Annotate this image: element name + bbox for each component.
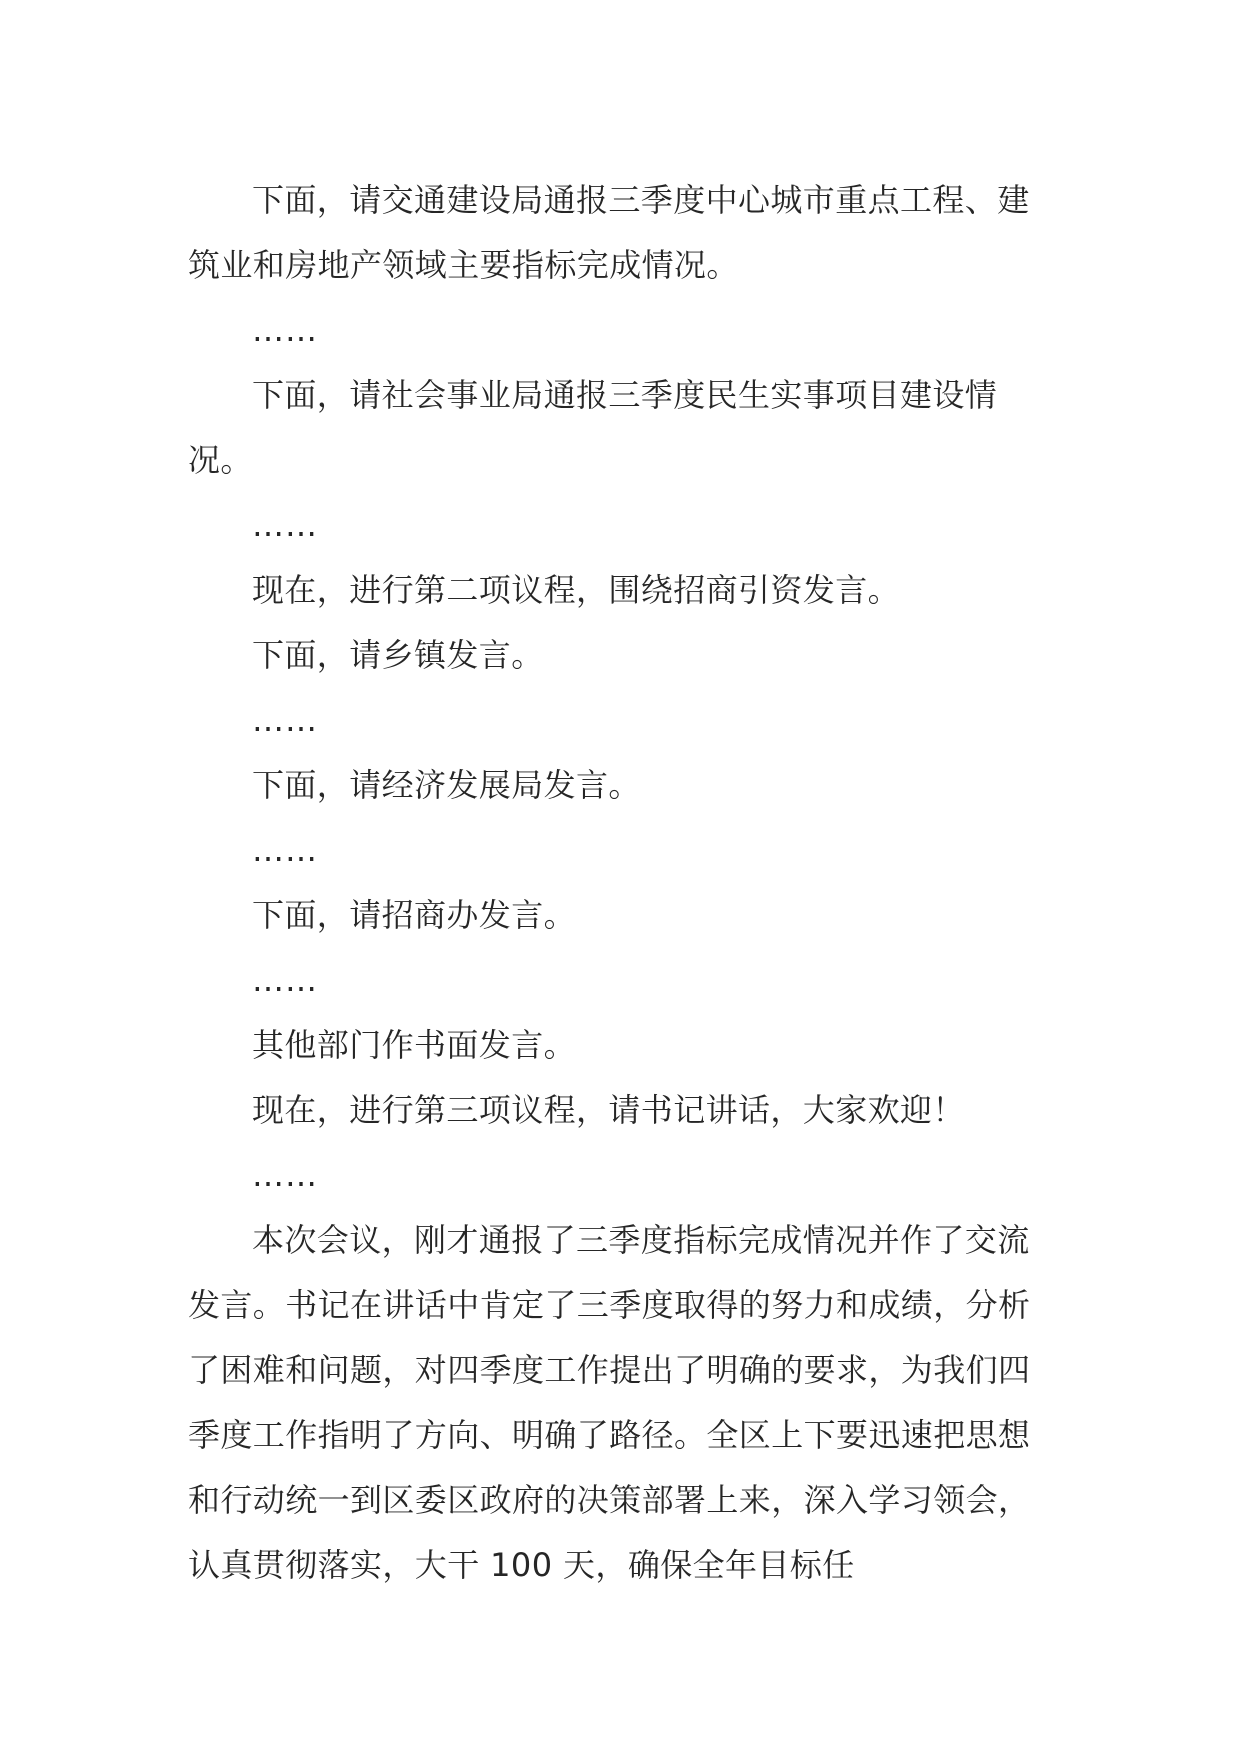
paragraph-agenda-item-three: 现在，进行第三项议程，请书记讲话，大家欢迎！ xyxy=(252,1091,965,1129)
paragraph-ellipsis: …… xyxy=(252,506,318,544)
paragraph-agenda-item-two: 现在，进行第二项议程，围绕招商引资发言。 xyxy=(252,571,901,609)
document-body xyxy=(188,168,1044,1598)
paragraph-ellipsis: …… xyxy=(252,961,318,999)
paragraph-economic-bureau-speak: 下面，请经济发展局发言。 xyxy=(252,766,641,804)
paragraph-ellipsis: …… xyxy=(252,311,318,349)
paragraph-meeting-summary: 本次会议，刚才通报了三季度指标完成情况并作了交流发言。书记在讲话中肯定了三季度取得的努力和成绩，分析了困难和问题，对四季度工作提出了明确的要求，为我们四季度工作指明了方向、明确了路径。全区上下要迅速把思想和行动统一到区委区政府的决策部署上来，深入学习领会，认真贯彻落实，大干 100 天，确保全年目标任 xyxy=(188,1221,1031,1584)
paragraph-ellipsis: …… xyxy=(252,831,318,869)
paragraph-transport-report: 下面，请交通建设局通报三季度中心城市重点工程、建筑业和房地产领域主要指标完成情况。 xyxy=(188,181,1030,284)
paragraph-ellipsis: …… xyxy=(252,1156,318,1194)
paragraph-ellipsis: …… xyxy=(252,701,318,739)
paragraph-social-affairs-report: 下面，请社会事业局通报三季度民生实事项目建设情况。 xyxy=(188,376,998,479)
paragraph-investment-office-speak: 下面，请招商办发言。 xyxy=(252,896,577,934)
paragraph-written-statements: 其他部门作书面发言。 xyxy=(252,1026,577,1064)
paragraph-townships-speak: 下面，请乡镇发言。 xyxy=(252,636,544,674)
